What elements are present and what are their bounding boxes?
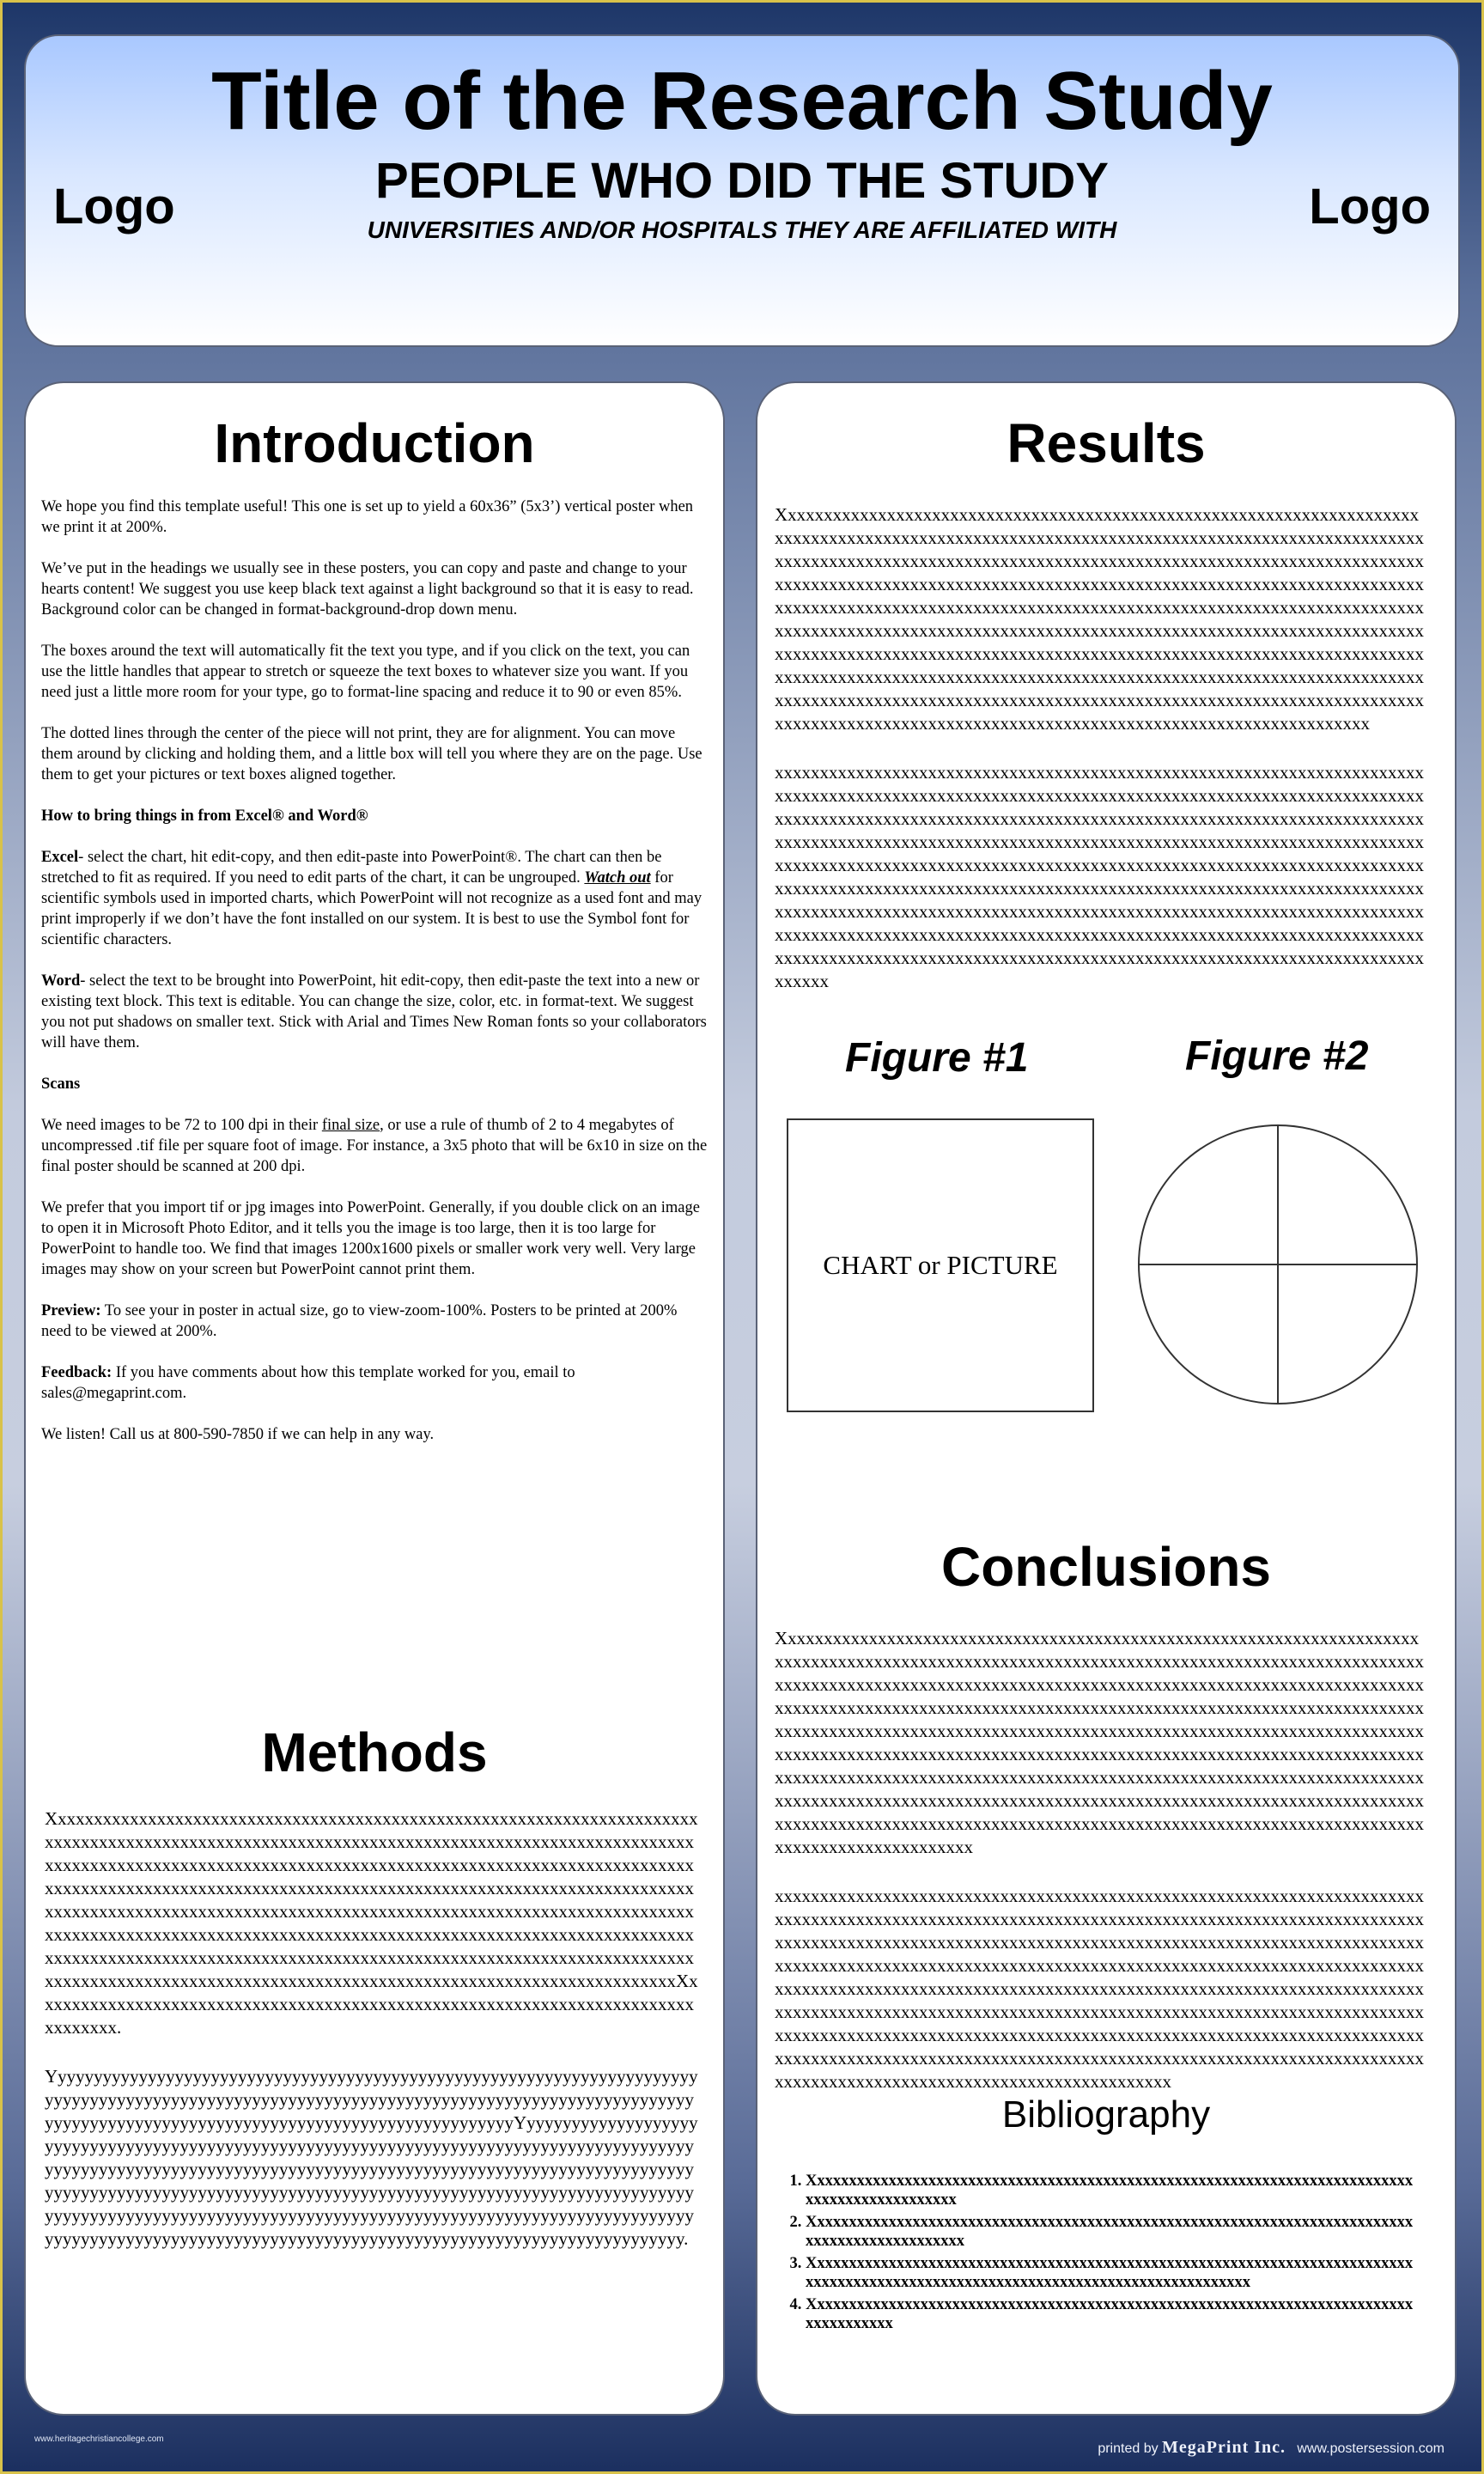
bibliography-list	[785, 2172, 1415, 2337]
intro-paragraph: The dotted lines through the center of the piece will not print, they are for alignment. You can move them around by clicking and holding them, and a little box will tell you where they are on the page. Use them to get your pictures or text boxes aligned together.	[41, 725, 702, 783]
authors-line: PEOPLE WHO DID THE STUDY	[375, 153, 1109, 209]
import-paragraph: We prefer that you import tif or jpg images into PowerPoint. Generally, if you double click on an image to open it in Microsoft Photo Editor, and it tells you the image is too large, then it is too large for PowerPoint to handle too. We find that images 1200x1600 pixels or smaller work very well. Very large images may show on your screen but PowerPoint cannot print them.	[41, 1199, 700, 1278]
intro-paragraph: We’ve put in the headings we usually see in these posters, you can copy and paste and change to your hearts content! We suggest you use keep black text against a light background so that it is easy to read. Background color can be changed in format-background-drop down menu.	[41, 560, 694, 618]
scans-heading: Scans	[41, 1076, 81, 1093]
feedback-text: If you have comments about how this template worked for you, email to sales@megaprint.com.	[41, 1364, 575, 1402]
bibliography-heading: Bibliography	[1001, 2093, 1211, 2136]
preview-text: To see your in poster in actual size, go to view-zoom-100%. Posters to be printed at 200% need to be viewed at 200%.	[41, 1302, 678, 1340]
logo-left: Logo	[53, 179, 175, 235]
affiliations-line: UNIVERSITIES AND/OR HOSPITALS THEY ARE AFFILIATED WITH	[367, 216, 1117, 243]
poster-title: Title of the Research Study	[211, 55, 1273, 147]
preview-label: Preview:	[41, 1302, 101, 1319]
conclusions-body	[775, 1627, 1424, 2119]
word-paragraph	[41, 971, 709, 1053]
feedback-label: Feedback:	[41, 1364, 113, 1381]
bibliography-item: 4. Xxxxxxxxxxxxxxxxxxxxxxxxxxxxxxxxxxxxxxxxxxxxxxxxxxxxxxxxxxxxxxxxxxxxxxxxxxxxxxxxxxxxxxx	[806, 2295, 1415, 2333]
listen-paragraph: We listen! Call us at 800-590-7850 if we can help in any way.	[41, 1426, 435, 1443]
methods-heading: Methods	[261, 1721, 488, 1783]
poster-header	[24, 34, 1460, 347]
scans-text-a: We need images to be 72 to 100 dpi in their	[41, 1117, 322, 1134]
logo-right: Logo	[1309, 179, 1431, 235]
figure-1-placeholder	[787, 1118, 1094, 1412]
footer-credit	[1098, 2438, 1444, 2458]
bibliography-item: 2. Xxxxxxxxxxxxxxxxxxxxxxxxxxxxxxxxxxxxxxxxxxxxxxxxxxxxxxxxxxxxxxxxxxxxxxxxxxxxxxxxxxxxxxxxxxxxxxxx	[806, 2213, 1415, 2251]
how-to-heading: How to bring things in from Excel® and Word®	[41, 807, 368, 825]
excel-label: Excel	[41, 849, 79, 866]
conclusions-paragraph: xxxxxxxxxxxxxxxxxxxxxxxxxxxxxxxxxxxxxxxxxxxxxxxxxxxxxxxxxxxxxxxxxxxxxxxxxxxxxxxxxxxxxxxxxxxxxxxxxxxxxxxxxxxxxxxxxxxxxxxxxxxxxxxxxxxxxxxxxxxxxxxxxxxxxxxxxxxxxxxxxxxxxxxxxxxxxxxxxxxxxxxxxxxxxxxxxxxxxxxxxxxxxxxxxxxxxxxxxxxxxxxxxxxxxxxxxxxxxxxxxxxxxxxxxxxxxxxxxxxxxxxxxxxxxxxxxxxxxxxxxxxxxxxxxxxxxxxxxxxxxxxxxxxxxxxxxxxxxxxxxxxxxxxxxxxxxxxxxxxxxxxxxxxxxxxxxxxxxxxxxxxxxxxxxxxxxxxxxxxxxxxxxxxxxxxxxxxxxxxxxxxxxxxxxxxxxxxxxxxxxxxxxxxxxxxxxxxxxxxxxxxxxxxxxxxxxxxxxxxxxxxxxxxxxxxxxxxxxxxxxxxxxxxxxxxxxxxxxxxxxxxxxxxxxxxxxxxxxxxxxxxxxxxxxxxxxxxxxxxxxxxxxxxxxxxxxxxxxxxxxxxxxxxxxxxxxxxxxxxxxxxxxxxxxxxxxxxxxxxxxxxxxxxxxxxxxxxxxxxx	[775, 1886, 1424, 2092]
figure-1-placeholder-label: CHART or PICTURE	[823, 1250, 1058, 1280]
word-label: Word	[41, 972, 81, 990]
footer-site: www.postersession.com	[1297, 2441, 1444, 2456]
excel-text-b: for scientific symbols used in imported charts, which PowerPoint will not recognize as a used font and may print improperly if we don’t have the font installed on our system. It is best to use the Symbol font for scientific characters.	[41, 869, 702, 948]
methods-body	[45, 1807, 701, 2276]
footer-url: www.heritagechristiancollege.com	[34, 2434, 164, 2444]
figure-1-title: Figure #1	[845, 1035, 1029, 1081]
conclusions-paragraph: Xxxxxxxxxxxxxxxxxxxxxxxxxxxxxxxxxxxxxxxxxxxxxxxxxxxxxxxxxxxxxxxxxxxxxxxxxxxxxxxxxxxxxxxxxxxxxxxxxxxxxxxxxxxxxxxxxxxxxxxxxxxxxxxxxxxxxxxxxxxxxxxxxxxxxxxxxxxxxxxxxxxxxxxxxxxxxxxxxxxxxxxxxxxxxxxxxxxxxxxxxxxxxxxxxxxxxxxxxxxxxxxxxxxxxxxxxxxxxxxxxxxxxxxxxxxxxxxxxxxxxxxxxxxxxxxxxxxxxxxxxxxxxxxxxxxxxxxxxxxxxxxxxxxxxxxxxxxxxxxxxxxxxxxxxxxxxxxxxxxxxxxxxxxxxxxxxxxxxxxxxxxxxxxxxxxxxxxxxxxxxxxxxxxxxxxxxxxxxxxxxxxxxxxxxxxxxxxxxxxxxxxxxxxxxxxxxxxxxxxxxxxxxxxxxxxxxxxxxxxxxxxxxxxxxxxxxxxxxxxxxxxxxxxxxxxxxxxxxxxxxxxxxxxxxxxxxxxxxxxxxxxxxxxxxxxxxxxxxxxxxxxxxxxxxxxxxxxxxxxxxxxxxxxxxxxxxxxxxxxxxxxxxxxxxxxxxxxxxxxxxxxxxxxxxxxxxxxxxxxxxxxxxxxxxxxxxxxxxxxxxxxxxxxxxxxxxxxxxxxxxxxxxxxxx	[775, 1628, 1424, 1857]
figure-2-pie-placeholder	[1135, 1122, 1420, 1407]
introduction-body	[41, 497, 709, 1466]
methods-paragraph: XxxxxxxxxxxxxxxxxxxxxxxxxxxxxxxxxxxxxxxxxxxxxxxxxxxxxxxxxxxxxxxxxxxxxxxxxxxxxxxxxxxxxxxxxxxxxxxxxxxxxxxxxxxxxxxxxxxxxxxxxxxxxxxxxxxxxxxxxxxxxxxxxxxxxxxxxxxxxxxxxxxxxxxxxxxxxxxxxxxxxxxxxxxxxxxxxxxxxxxxxxxxxxxxxxxxxxxxxxxxxxxxxxxxxxxxxxxxxxxxxxxxxxxxxxxxxxxxxxxxxxxxxxxxxxxxxxxxxxxxxxxxxxxxxxxxxxxxxxxxxxxxxxxxxxxxxxxxxxxxxxxxxxxxxxxxxxxxxxxxxxxxxxxxxxxxxxxxxxxxxxxxxxxxxxxxxxxxxxxxxxxxxxxxxxxxxxxxxxxxxxxxxxxxxxxxxxxxxxxxxxxxxxxxxxxxxxxxxxxxxxxxxxxxxxxxxxxxxxxxxxxxxxxxxxxxxxxxxxxxxxxxxxxxxxxxxxxxxxxxxxxxxxxxxxxxxxxxxxxxxxxxxxxxxxxxxxxxxxxxxxxxxxxxxxxxxxxxxxxxxxxxxxxxxxxxxxXxxxxxxxxxxxxxxxxxxxxxxxxxxxxxxxxxxxxxxxxxxxxxxxxxxxxxxxxxxxxxxxxxxxxxxxxxxxxxxxxx.	[45, 1808, 698, 2038]
results-paragraph: Xxxxxxxxxxxxxxxxxxxxxxxxxxxxxxxxxxxxxxxxxxxxxxxxxxxxxxxxxxxxxxxxxxxxxxxxxxxxxxxxxxxxxxxxxxxxxxxxxxxxxxxxxxxxxxxxxxxxxxxxxxxxxxxxxxxxxxxxxxxxxxxxxxxxxxxxxxxxxxxxxxxxxxxxxxxxxxxxxxxxxxxxxxxxxxxxxxxxxxxxxxxxxxxxxxxxxxxxxxxxxxxxxxxxxxxxxxxxxxxxxxxxxxxxxxxxxxxxxxxxxxxxxxxxxxxxxxxxxxxxxxxxxxxxxxxxxxxxxxxxxxxxxxxxxxxxxxxxxxxxxxxxxxxxxxxxxxxxxxxxxxxxxxxxxxxxxxxxxxxxxxxxxxxxxxxxxxxxxxxxxxxxxxxxxxxxxxxxxxxxxxxxxxxxxxxxxxxxxxxxxxxxxxxxxxxxxxxxxxxxxxxxxxxxxxxxxxxxxxxxxxxxxxxxxxxxxxxxxxxxxxxxxxxxxxxxxxxxxxxxxxxxxxxxxxxxxxxxxxxxxxxxxxxxxxxxxxxxxxxxxxxxxxxxxxxxxxxxxxxxxxxxxxxxxxxxxxxxxxxxxxxxxxxxxxxxxxxxxxxxxxxxxxxxxxxxxxxxxxxxxxxxxxxxxxxxxxxxxxxxxxxxxxxxxxxxxxxxxxxxxxxxxxxxxxxxxxxxxxxxxxxxxxxxxxxxxxxxxxxxxxxxxxxxxxxxx	[775, 504, 1424, 734]
results-heading: Results	[1007, 412, 1206, 474]
left-column-panel	[24, 381, 725, 2416]
printer-brand: MegaPrint Inc.	[1162, 2438, 1286, 2457]
excel-text-a: - select the chart, hit edit-copy, and then edit-paste into PowerPoint®. The chart can then be stretched to fit as required. If you need to edit parts of the chart, it can be ungrouped.	[41, 849, 662, 887]
excel-paragraph	[41, 847, 709, 950]
printed-by-label: printed by	[1098, 2441, 1159, 2456]
introduction-heading: Introduction	[214, 412, 535, 474]
word-text: - select the text to be brought into PowerPoint, hit edit-copy, then edit-paste the text into a new or existing text block. This text is editable. You can change the size, color, etc. in format-text. We suggest you not put shadows on smaller text. Stick with Arial and Times New Roman fonts so your collaborators will have them.	[41, 972, 707, 1051]
figure-2-title: Figure #2	[1185, 1033, 1369, 1079]
bibliography-item: 1. Xxxxxxxxxxxxxxxxxxxxxxxxxxxxxxxxxxxxxxxxxxxxxxxxxxxxxxxxxxxxxxxxxxxxxxxxxxxxxxxxxxxxxxxxxxxxxxx	[806, 2172, 1415, 2209]
results-paragraph: xxxxxxxxxxxxxxxxxxxxxxxxxxxxxxxxxxxxxxxxxxxxxxxxxxxxxxxxxxxxxxxxxxxxxxxxxxxxxxxxxxxxxxxxxxxxxxxxxxxxxxxxxxxxxxxxxxxxxxxxxxxxxxxxxxxxxxxxxxxxxxxxxxxxxxxxxxxxxxxxxxxxxxxxxxxxxxxxxxxxxxxxxxxxxxxxxxxxxxxxxxxxxxxxxxxxxxxxxxxxxxxxxxxxxxxxxxxxxxxxxxxxxxxxxxxxxxxxxxxxxxxxxxxxxxxxxxxxxxxxxxxxxxxxxxxxxxxxxxxxxxxxxxxxxxxxxxxxxxxxxxxxxxxxxxxxxxxxxxxxxxxxxxxxxxxxxxxxxxxxxxxxxxxxxxxxxxxxxxxxxxxxxxxxxxxxxxxxxxxxxxxxxxxxxxxxxxxxxxxxxxxxxxxxxxxxxxxxxxxxxxxxxxxxxxxxxxxxxxxxxxxxxxxxxxxxxxxxxxxxxxxxxxxxxxxxxxxxxxxxxxxxxxxxxxxxxxxxxxxxxxxxxxxxxxxxxxxxxxxxxxxxxxxxxxxxxxxxxxxxxxxxxxxxxxxxxxxxxxxxxxxxxxxxxxxxxxxxxxxxxxxxxxxxxxxxxxxxxxxxxxxxxxxxxxxxxxxxxxxxxxxxxxxxxxxxxx	[775, 762, 1424, 991]
right-column-panel	[756, 381, 1457, 2416]
bibliography-item: 3. Xxxxxxxxxxxxxxxxxxxxxxxxxxxxxxxxxxxxxxxxxxxxxxxxxxxxxxxxxxxxxxxxxxxxxxxxxxxxxxxxxxxxxxxxxxxxxxxxxxxxxxxxxxxxxxxxxxxxxxxxxxxxxxxxxxxx	[806, 2254, 1415, 2292]
intro-paragraph: We hope you find this template useful! This one is set up to yield a 60x36” (5x3’) vertical poster when we print it at 200%.	[41, 498, 694, 536]
intro-paragraph: The boxes around the text will automatically fit the text you type, and if you click on the text, you can use the little handles that appear to stretch or squeeze the text boxes to whatever size you want. If you need just a little more room for your type, go to format-line spacing and reduce it to 90 or even 85%.	[41, 643, 690, 701]
preview-paragraph	[41, 1301, 709, 1342]
scans-text-b: , or use a rule of thumb of 2 to 4 megabytes of uncompressed .tif file per square foot of image. For instance, a 3x5 photo that will be 6x10 in size on the final poster should be scanned at 200 dpi.	[41, 1117, 708, 1175]
watch-out-label: Watch out	[584, 869, 651, 887]
methods-paragraph: YyyyyyyyyyyyyyyyyyyyyyyyyyyyyyyyyyyyyyyyyyyyyyyyyyyyyyyyyyyyyyyyyyyyyyyyyyyyyyyyyyyyyyyyyyyyyyyyyyyyyyyyyyyyyyyyyyyyyyyyyyyyyyyyyyyyyyyyyyyyyyyyyyyyyyyyyyyyyyyyyyyyyyyyyyyyyyyyyyyyyyyyyyyyyyyyyyyyYyyyyyyyyyyyyyyyyyyyyyyyyyyyyyyyyyyyyyyyyyyyyyyyyyyyyyyyyyyyyyyyyyyyyyyyyyyyyyyyyyyyyyyyyyyyyyyyyyyyyyyyyyyyyyyyyyyyyyyyyyyyyyyyyyyyyyyyyyyyyyyyyyyyyyyyyyyyyyyyyyyyyyyyyyyyyyyyyyyyyyyyyyyyyyyyyyyyyyyyyyyyyyyyyyyyyyyyyyyyyyyyyyyyyyyyyyyyyyyyyyyyyyyyyyyyyyyyyyyyyyyyyyyyyyyyyyyyyyyyyyyyyyyyyyyyyyyyyyyyyyyyyyyyyyyyyyyyyyyyyyyyyyyyyyyyyyyyyyyyyyyyyyyyyyyyyyyyyyyyyyyyyyyyyyyyyyyyyyy.	[45, 2066, 698, 2249]
final-size-label: final size	[321, 1117, 380, 1134]
feedback-paragraph	[41, 1362, 709, 1404]
scans-paragraph	[41, 1115, 709, 1177]
conclusions-heading: Conclusions	[940, 1536, 1272, 1598]
results-body	[775, 503, 1424, 1019]
